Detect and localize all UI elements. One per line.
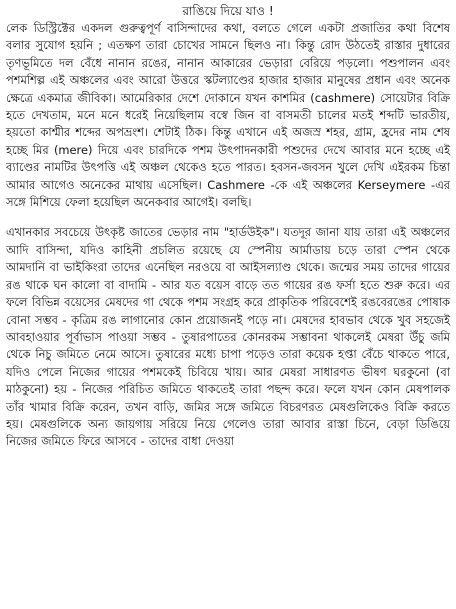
paragraph-2: এখানকার সবচেয়ে উৎকৃষ্ট জাতের ভেড়ার নাম "হার্ডউইক"। যতদূর জানা যায় তারা এই অঞ্চলের আদি বাসিন্দা, যদিও কাহিনী প্রচলিত রয়েছে যে স্পেনীয় আর্মাডায় চড়ে তারা স্পেন থেকে আমদানি বা ভাইকিংরা তাদের এনেছিল নরওয়ে বা আইসল্যাণ্ড থেকে। জন্মের সময় তাদের গায়ের রঙ থাকে ঘন কালো বা বাদামি - আর যত বয়েস বাড়ে তত গায়ের রঙ ফর্সা হতে শুরু করে। এর ফলে বিভিন্ন বয়েসের মেষদের গা থেকে পশম সংগ্রহ করে প্রাকৃতিক পরিবেশেই রঙবেরঙের পোষাক বোনা সম্ভব - কৃত্রিম রঙ লাগানোর কোন প্রয়োজনই পড়ে না। মেষদের হাবভাব থেকে খুব সহজেই আবহাওয়ার পূর্বাভাস পাওয়া সম্ভব - তুষারপাতের কোনরকম সম্ভাবনা থাকলেই মেষরা উঁচু জমি থেকে নিচু জমিতে নেমে আসে। তুষারের মধ্যে চাপা পড়েও তারা কয়েক হপ্তা বেঁচে থাকতে পারে, যদিও পেলে নিজের গায়ের পশমকেই চিবিয়ে খায়। আর মেষরা সাধারণত ভীষণ ঘরকুনো (বা মাঠকুনো) হয় - নিজের পরিচিত জমিতে থাকতেই তারা পছন্দ করে। ফলে যখন কোন মেষপালক তাঁর খামার বিক্রি করেন, তখন বাড়ি, জমির সঙ্গে জমিতে বিচরণরত মেষগুলিকেও বিক্রি করতে হয়। মেষগুলিকে অন্য জায়গায় সরিয়ে নিয়ে গেলেও তারা আবার রাস্তা চিনে, বেড়া ডিঙিয়ে নিজের জমিতে ফিরে আসবে - তাদের বাধা দেওয়া: [6, 225, 450, 449]
document-title: রাঙিয়ে দিয়ে যাও !: [182, 4, 274, 18]
paragraph-1: লেক ডিস্ট্রিক্টের একদল গুরুত্বপূর্ণ বাসিন্দাদের কথা, বলতে গেলে একটা প্রজাতির কথা বিশেষ বলার সুযোগ হয়নি ; এতক্ষণ তারা চোখের সামনে ছিলও না। কিন্তু রোদ উঠতেই রাস্তার দুধারের তৃণভূমিতে দল বেঁধে নানান রঙের, নানান আকারের ভেড়ারা বেরিয়ে পড়লো। পশুপালন এবং পশমশিল্প এই অঞ্চলের এবং আরো উত্তরে স্কটল্যাণ্ডের হাজার হাজার মানুষের প্রধান এবং অনেক ক্ষেত্রে একমাত্র জীবিকা। আমেরিকার দেশে দোকানে যখন কাশমির (cashmere) সোয়েটার বিক্রি হতে দেখতাম, মনে মনে ধরেই নিয়েছিলাম বস্বে জিন বা বাসমতী চালের মতই শব্দটি ভারতীয়, হয়তো কাশ্মীর শব্দের অপভ্রংশ। শেটাই ঠিক। কিন্তু এখানে এই অজস্র শহর, গ্রাম, হ্রদের নাম শেষ হচ্ছে মির (mere) দিয়ে এবং চারদিকে পশম উৎপাদনকারী পশুদের দেখে আবার মনে হচ্ছে এই ব্যাণ্ডের নামটির উৎপত্তি এই অঞ্চল থেকেও হতে পারত। হবসন-জবসন খুলে দেখি এইরকম চিন্তা আমার আগেও অনেকের মাথায় এসেছিল। Cashmere -কে এই অঞ্চলের Kerseymere -এর সঙ্গে মিশিয়ে ফেলা হয়েছিল অনেকবার আগেই। বলছি।: [6, 21, 450, 210]
paragraph-gap: [6, 211, 450, 224]
